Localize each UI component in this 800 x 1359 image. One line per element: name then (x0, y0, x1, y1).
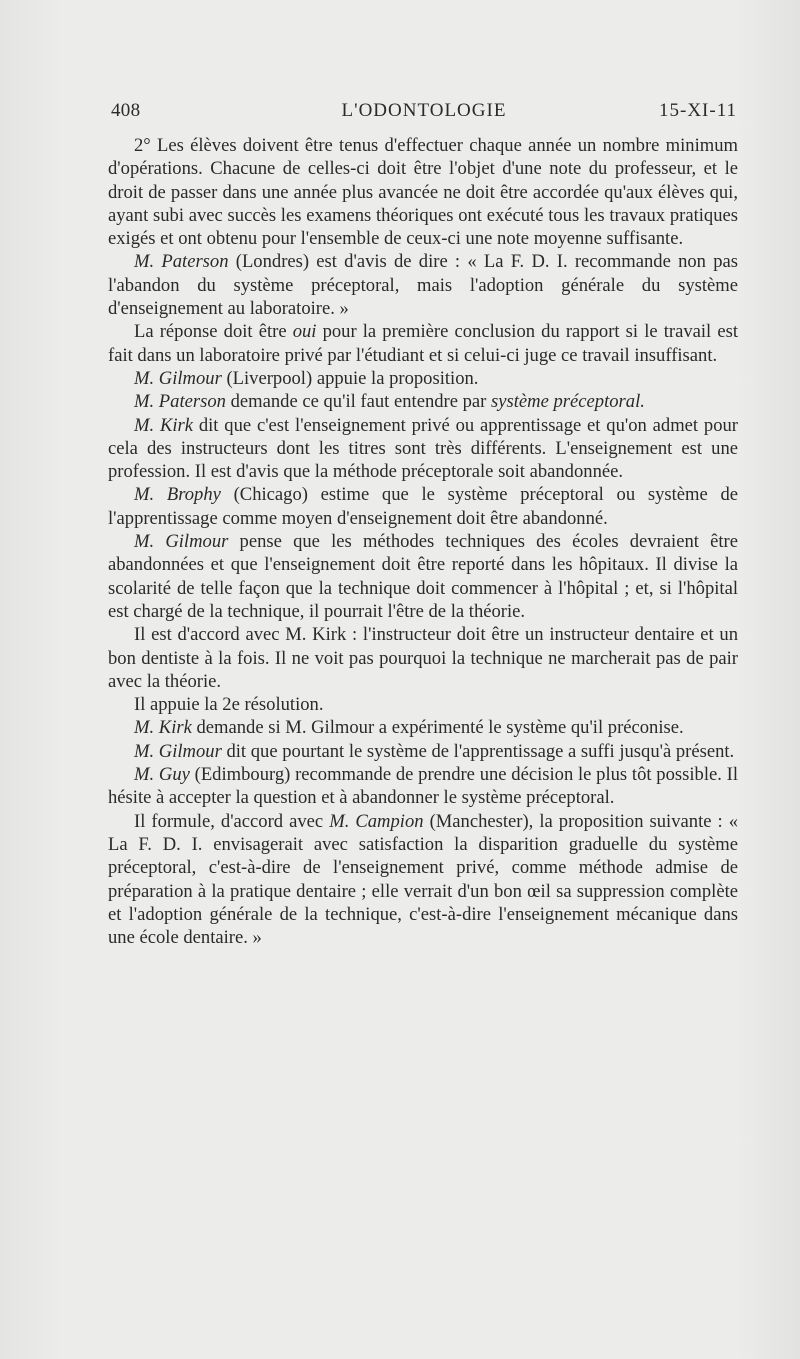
paragraph-text: dit que pourtant le système de l'apprentissage a suffi jusqu'à présent. (221, 740, 735, 762)
speaker-name: M. Gilmour (134, 740, 222, 762)
speaker-name: M. Brophy (134, 484, 221, 506)
paragraph-9 (108, 623, 738, 693)
paragraph-text: dit que c'est l'enseignement privé ou apprentissage et qu'on admet pour cela des instructeurs dont les titres sont très différents. L'enseignement est une profession. Il est d'avis que la méthode préceptorale soit abandonnée. (108, 414, 738, 483)
paragraph-text: (Liverpool) appuie la proposition. (221, 367, 479, 389)
paragraph-text: Il formule, d'accord avec (134, 810, 330, 832)
paragraph-6 (108, 414, 738, 484)
paragraph-text: demande ce qu'il faut entendre par (225, 391, 492, 413)
paragraph-2 (108, 250, 738, 320)
paragraph-14 (108, 810, 738, 950)
paragraph-text: (Londres) est d'avis de dire : « La F. D. I. recommande non pas l'abandon du système préceptoral, mais l'adoption générale du système d'enseignement au laboratoire. » (108, 251, 738, 320)
paragraph-5 (108, 390, 738, 413)
paragraph-text: (Manchester), la proposition suivante : « La F. D. I. envisagerait avec satisfaction la disparition graduelle du système préceptoral, c'est-à-dire de l'enseignement privé, comme méthode admise de préparation à la pratique dentaire ; elle verrait d'un bon œil sa suppression complète et l'adoption générale de la technique, c'est-à-dire l'enseignement mécanique dans une école dentaire. » (108, 810, 738, 949)
paragraph-11 (108, 716, 738, 739)
paragraph-text: demande si M. Gilmour a expérimenté le système qu'il préconise. (191, 717, 684, 739)
paragraph-text: pense que les méthodes techniques des écoles devraient être abandonnées et que l'enseignement doit être reporté dans les hôpitaux. Il divise la scolarité de telle façon que la technique doit commencer à l'hôpital ; et, si l'hôpital est chargé de la technique, il pourrait l'être de la théorie. (108, 531, 738, 622)
paragraph-text: (Edimbourg) recommande de prendre une décision le plus tôt possible. Il hésite à accepter la question et à abandonner le système préceptoral. (108, 764, 739, 809)
paragraph-text: Il appuie la 2e résolution. (134, 694, 324, 716)
paragraph-1 (108, 134, 738, 250)
paragraph-text: pour la première conclusion du rapport si le travail est fait dans un laboratoire privé par l'étudiant et si celui-ci juge ce travail insuffisant. (108, 321, 738, 366)
page-header (111, 100, 737, 126)
paragraph-text: La réponse doit être (134, 321, 293, 343)
paragraph-8 (108, 530, 738, 623)
paragraph-text: Il est d'accord avec M. Kirk : l'instructeur doit être un instructeur dentaire et un bon dentiste à la fois. Il ne voit pas pourquoi la technique ne marcherait pas de pair avec la théorie. (108, 624, 738, 692)
emphasis-text: système préceptoral. (491, 391, 645, 413)
speaker-name: M. Gilmour (134, 367, 222, 389)
emphasis-text: oui (292, 321, 317, 343)
speaker-name: M. Kirk (134, 414, 194, 436)
speaker-name: M. Paterson (134, 391, 226, 413)
paragraph-4 (108, 367, 738, 390)
speaker-name: M. Kirk (134, 717, 192, 739)
paragraph-text: (Chicago) estime que le système préceptoral ou système de l'apprentissage comme moyen d'enseignement doit être abandonné. (108, 484, 738, 529)
paragraph-text: 2° Les élèves doivent être tenus d'effectuer chaque année un nombre minimum d'opérations. Chacune de celles-ci doit être l'objet d'une note du professeur, et le droit de passer dans une année plus avancée ne doit être accordée qu'aux élèves qui, ayant subi avec succès les examens théoriques ont exécuté tous les travaux pratiques exigés et ont obtenu pour l'ensemble de ceux-ci une note moyenne suffisante. (108, 135, 738, 250)
speaker-name: M. Guy (134, 764, 190, 786)
paragraph-13 (108, 763, 738, 810)
running-title: L'ODONTOLOGIE (341, 100, 507, 121)
article-body (108, 134, 738, 949)
issue-date: 15-XI-11 (659, 100, 737, 121)
speaker-name: M. Paterson (134, 251, 229, 273)
paragraph-12 (108, 740, 738, 763)
page-number: 408 (111, 100, 141, 121)
speaker-name: M. Campion (329, 810, 424, 832)
paragraph-10 (108, 693, 738, 716)
speaker-name: M. Gilmour (134, 531, 229, 553)
paragraph-3 (108, 320, 738, 367)
paragraph-7 (108, 483, 738, 530)
